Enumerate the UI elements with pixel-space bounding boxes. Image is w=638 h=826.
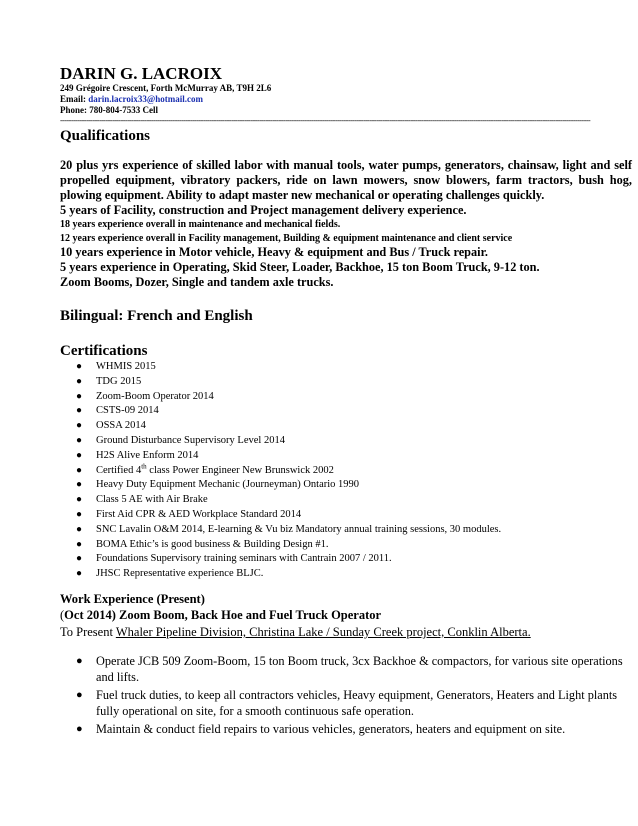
list-item: ● Zoom-Boom Operator 2014 <box>60 390 632 405</box>
bullet-icon: ● <box>76 494 83 506</box>
certifications-list <box>60 360 632 582</box>
bilingual-heading: Bilingual: French and English <box>60 308 253 324</box>
list-item: ● Foundations Supervisory training seminars with Cantrain 2007 / 2011. <box>60 552 632 567</box>
list-item: ● SNC Lavalin O&M 2014, E-learning & Vu biz Mandatory annual training sessions, 30 modules. <box>60 523 632 538</box>
applicant-name: DARIN G. LACROIX <box>60 64 222 83</box>
bullet-icon: ● <box>76 375 83 387</box>
qualification-item: 5 years experience in Operating, Skid Steer, Loader, Backhoe, 15 ton Boom Truck, 9-12 ton. <box>60 260 540 274</box>
list-item: ● Certified 4th class Power Engineer New Brunswick 2002 <box>60 464 632 479</box>
list-item: ● OSSA 2014 <box>60 419 632 434</box>
email-line <box>60 94 632 105</box>
bullet-icon: ● <box>76 449 83 461</box>
employer-line: To Present Whaler Pipeline Division, Christina Lake / Sunday Creek project, Conklin Alberta. <box>60 624 531 639</box>
list-item: ● Ground Disturbance Supervisory Level 2014 <box>60 434 632 449</box>
list-item: ● CSTS-09 2014 <box>60 404 632 419</box>
bullet-icon: ● <box>76 508 83 520</box>
work-experience-heading: Work Experience (Present) <box>60 591 205 606</box>
duties-list <box>60 653 632 737</box>
phone: Phone: 780-804-7533 Cell <box>60 105 158 115</box>
bullet-icon: ● <box>76 538 83 550</box>
address: 249 Grégoire Crescent, Forth McMurray AB, T9H 2L6 <box>60 83 272 93</box>
list-item: ● Class 5 AE with Air Brake <box>60 493 632 508</box>
divider: ----------------------------------------------------------------------------------------------------------------------------------------------------------------------------------------------------------------------------------------------------- <box>60 117 591 125</box>
list-item: ● Maintain & conduct field repairs to various vehicles, generators, heaters and equipment on site. <box>76 721 566 736</box>
bullet-icon: ● <box>76 523 83 535</box>
bullet-icon: ● <box>76 420 83 432</box>
list-item: ● H2S Alive Enform 2014 <box>60 449 632 464</box>
job-title-line: (Oct 2014) Zoom Boom, Back Hoe and Fuel Truck Operator <box>60 607 382 622</box>
bullet-icon: ● <box>76 688 83 701</box>
bullet-icon: ● <box>76 405 83 417</box>
bullet-icon: ● <box>76 722 83 735</box>
qualification-item: Zoom Booms, Dozer, Single and tandem axle trucks. <box>60 275 334 289</box>
bullet-icon: ● <box>76 654 83 667</box>
qualification-item: 18 years experience overall in maintenance and mechanical fields. <box>60 219 341 230</box>
list-item: ● WHMIS 2015 <box>60 360 632 375</box>
qualification-item: 5 years of Facility, construction and Project management delivery experience. <box>60 203 467 217</box>
bullet-icon: ● <box>76 434 83 446</box>
job-title: Zoom Boom, Back Hoe and Fuel Truck Operator <box>119 607 382 622</box>
qualification-item: 10 years experience in Motor vehicle, Heavy & equipment and Bus / Truck repair. <box>60 245 488 259</box>
bullet-icon: ● <box>76 464 83 476</box>
list-item: ● JHSC Representative experience BLJC. <box>60 567 632 582</box>
certifications-heading: Certifications <box>60 343 148 359</box>
list-item: ● Heavy Duty Equipment Mechanic (Journeyman) Ontario 1990 <box>60 478 632 493</box>
qualification-summary: 20 plus yrs experience of skilled labor with manual tools, water pumps, generators, chainsaw, light and self propelled equipment, vibratory packers, ride on lawn mowers, snow blowers, farm tractors, bush hog, plowing equipment. Ability to adapt master new mechanical or operating challenges quickly. <box>60 158 632 202</box>
bullet-icon: ● <box>76 390 83 402</box>
job-date: Oct 2014) <box>64 607 120 622</box>
email-link[interactable]: darin.lacroix33@hotmail.com <box>88 94 203 104</box>
employer: Whaler Pipeline Division, Christina Lake / Sunday Creek project, Conklin Alberta. <box>115 624 531 639</box>
list-item: ● Operate JCB 509 Zoom-Boom, 15 ton Boom truck, 3cx Backhoe & compactors, for various site operations and lifts. <box>76 653 623 684</box>
resume-page <box>60 64 632 739</box>
list-item: ● TDG 2015 <box>60 375 632 390</box>
list-item: ● BOMA Ethic’s is good business & Building Design #1. <box>60 538 632 553</box>
list-item: ● Fuel truck duties, to keep all contractors vehicles, Heavy equipment, Generators, Heaters and Light plants fully operational on site, for a smooth continuous safe operation. <box>76 687 618 718</box>
bullet-icon: ● <box>76 553 83 565</box>
email-label: Email: <box>60 94 89 104</box>
qualification-item: 12 years experience overall in Facility management, Building & equipment maintenance and client service <box>60 232 513 244</box>
bullet-icon: ● <box>76 568 83 580</box>
bullet-icon: ● <box>76 361 83 372</box>
qualifications-heading: Qualifications <box>60 128 151 144</box>
bullet-icon: ● <box>76 479 83 491</box>
list-item: ● First Aid CPR & AED Workplace Standard 2014 <box>60 508 632 523</box>
